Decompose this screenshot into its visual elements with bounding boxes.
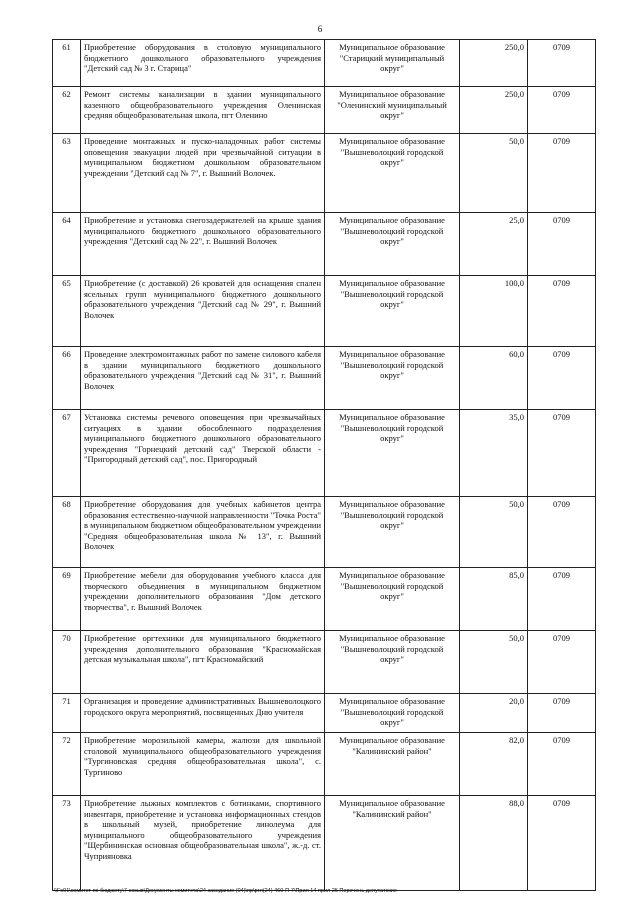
row-number: 61 (53, 40, 81, 87)
row-description: Приобретение морозильной камеры, жалюзи для школьной столовой муниципального общеобразовательного учреждения "Тургиновская средняя общеобразовательная школа", с. Тургиново (81, 733, 325, 796)
row-number: 63 (53, 134, 81, 213)
row-municipality: Муниципальное образование "Старицкий муниципальный округ" (325, 40, 460, 87)
row-amount: 50,0 (460, 497, 528, 568)
row-number: 71 (53, 694, 81, 733)
row-description: Приобретение оргтехники для муниципального бюджетного учреждения дополнительного образования "Красномайская детская музыкальная школа", пгт Красномайский (81, 631, 325, 694)
row-description: Ремонт системы канализации в здании муниципального казенного общеобразовательного учреждения Оленинская средняя общеобразовательная школа, пгт Оленино (81, 87, 325, 134)
row-description: Организация и проведение административных Вышневолоцкого городского округа мероприятий, посвященных Дню учителя (81, 694, 325, 733)
row-number: 64 (53, 213, 81, 276)
row-number: 66 (53, 347, 81, 410)
page-number: 6 (317, 24, 323, 34)
row-code: 0709 (528, 347, 596, 410)
row-amount: 88,0 (460, 796, 528, 891)
row-code: 0709 (528, 631, 596, 694)
row-amount: 82,0 (460, 733, 528, 796)
row-number: 70 (53, 631, 81, 694)
file-path-footer: \\Fs01\комитет по бюджету\7 созыв\Документы комитета\24 заседание (04)\пр\ргл(24) 460-П-7\Прил 14 прил 25 Перечень депутатские (54, 888, 397, 894)
row-number: 67 (53, 410, 81, 497)
row-code: 0709 (528, 276, 596, 347)
row-description: Приобретение и установка снегозадержателей на крыше здания муниципального бюджетного дошкольного образовательного учреждения "Детский сад № 22", г. Вышний Волочек (81, 213, 325, 276)
row-code: 0709 (528, 213, 596, 276)
row-code: 0709 (528, 796, 596, 891)
row-code: 0709 (528, 694, 596, 733)
table-row (53, 733, 596, 796)
row-amount: 20,0 (460, 694, 528, 733)
table-row (53, 631, 596, 694)
row-code: 0709 (528, 410, 596, 497)
row-municipality: Муниципальное образование "Вышневолоцкий городской округ" (325, 497, 460, 568)
row-municipality: Муниципальное образование "Вышневолоцкий городской округ" (325, 568, 460, 631)
row-amount: 250,0 (460, 87, 528, 134)
row-code: 0709 (528, 733, 596, 796)
row-municipality: Муниципальное образование "Вышневолоцкий городской округ" (325, 213, 460, 276)
table-row (53, 796, 596, 891)
row-description: Приобретение (с доставкой) 26 кроватей для оснащения спален ясельных групп муниципального бюджетного дошкольного образовательного учреждения "Детский сад № 29", г. Вышний Волочек (81, 276, 325, 347)
allocation-table (52, 39, 596, 891)
row-municipality: Муниципальное образование "Вышневолоцкий городской округ" (325, 410, 460, 497)
row-municipality: Муниципальное образование "Вышневолоцкий городской округ" (325, 276, 460, 347)
table-row (53, 40, 596, 87)
table-row (53, 694, 596, 733)
row-code: 0709 (528, 497, 596, 568)
row-code: 0709 (528, 40, 596, 87)
row-municipality: Муниципальное образование "Калининский район" (325, 733, 460, 796)
table-row (53, 410, 596, 497)
row-amount: 100,0 (460, 276, 528, 347)
row-number: 72 (53, 733, 81, 796)
table-row (53, 87, 596, 134)
row-municipality: Муниципальное образование "Вышневолоцкий городской округ" (325, 134, 460, 213)
row-amount: 250,0 (460, 40, 528, 87)
row-municipality: Муниципальное образование "Вышневолоцкий городской округ" (325, 347, 460, 410)
row-description: Приобретение лыжных комплектов с ботинками, спортивного инвентаря, приобретение и установка информационных стендов в школьный музей, приобретение линолеума для муниципального общеобразовательного учреждения "Щербининская основная общеобразовательная школа", ж.-д. ст. Чуприяновка (81, 796, 325, 891)
row-amount: 25,0 (460, 213, 528, 276)
row-number: 68 (53, 497, 81, 568)
row-amount: 50,0 (460, 631, 528, 694)
row-amount: 60,0 (460, 347, 528, 410)
row-number: 62 (53, 87, 81, 134)
row-code: 0709 (528, 134, 596, 213)
row-municipality: Муниципальное образование "Вышневолоцкий городской округ" (325, 694, 460, 733)
row-number: 65 (53, 276, 81, 347)
table-row (53, 276, 596, 347)
row-amount: 35,0 (460, 410, 528, 497)
row-description: Установка системы речевого оповещения при чрезвычайных ситуациях в здании обособленного подразделения муниципального бюджетного дошкольного образовательного учреждения "Горнецкий детский сад" Тверской области - "Пригородный детский сад", пос. Пригородный (81, 410, 325, 497)
row-municipality: Муниципальное образование "Вышневолоцкий городской округ" (325, 631, 460, 694)
row-municipality: Муниципальное образование "Оленинский муниципальный округ" (325, 87, 460, 134)
table-row (53, 134, 596, 213)
row-code: 0709 (528, 568, 596, 631)
row-amount: 85,0 (460, 568, 528, 631)
row-municipality: Муниципальное образование "Калининский район" (325, 796, 460, 891)
row-description: Приобретение мебели для оборудования учебного класса для творческого объединения в муниципальном бюджетном учреждении дополнительного образования "Дом детского творчества", г. Вышний Волочек (81, 568, 325, 631)
row-number: 69 (53, 568, 81, 631)
row-description: Проведение монтажных и пуско-наладочных работ системы оповещения эвакуации людей при чрезвычайной ситуации в муниципальном бюджетном дошкольном образовательном учреждении "Детский сад № 7", г. Вышний Волочек. (81, 134, 325, 213)
row-description: Приобретение оборудования для учебных кабинетов центра образования естественно-научной направленности "Точка Роста" в муниципальном бюджетном общеобразовательном учреждении "Средняя общеобразовательная школа № 13", г. Вышний Волочек (81, 497, 325, 568)
table-row (53, 568, 596, 631)
row-description: Приобретение оборудования в столовую муниципального бюджетного дошкольного образовательного учреждения "Детский сад № 3 г. Старица" (81, 40, 325, 87)
table-row (53, 497, 596, 568)
row-description: Проведение электромонтажных работ по замене силового кабеля в здании муниципального бюджетного дошкольного образовательного учреждения "Детский сад № 31", г. Вышний Волочек (81, 347, 325, 410)
table-row (53, 213, 596, 276)
table-row (53, 347, 596, 410)
row-number: 73 (53, 796, 81, 891)
row-code: 0709 (528, 87, 596, 134)
row-amount: 50,0 (460, 134, 528, 213)
